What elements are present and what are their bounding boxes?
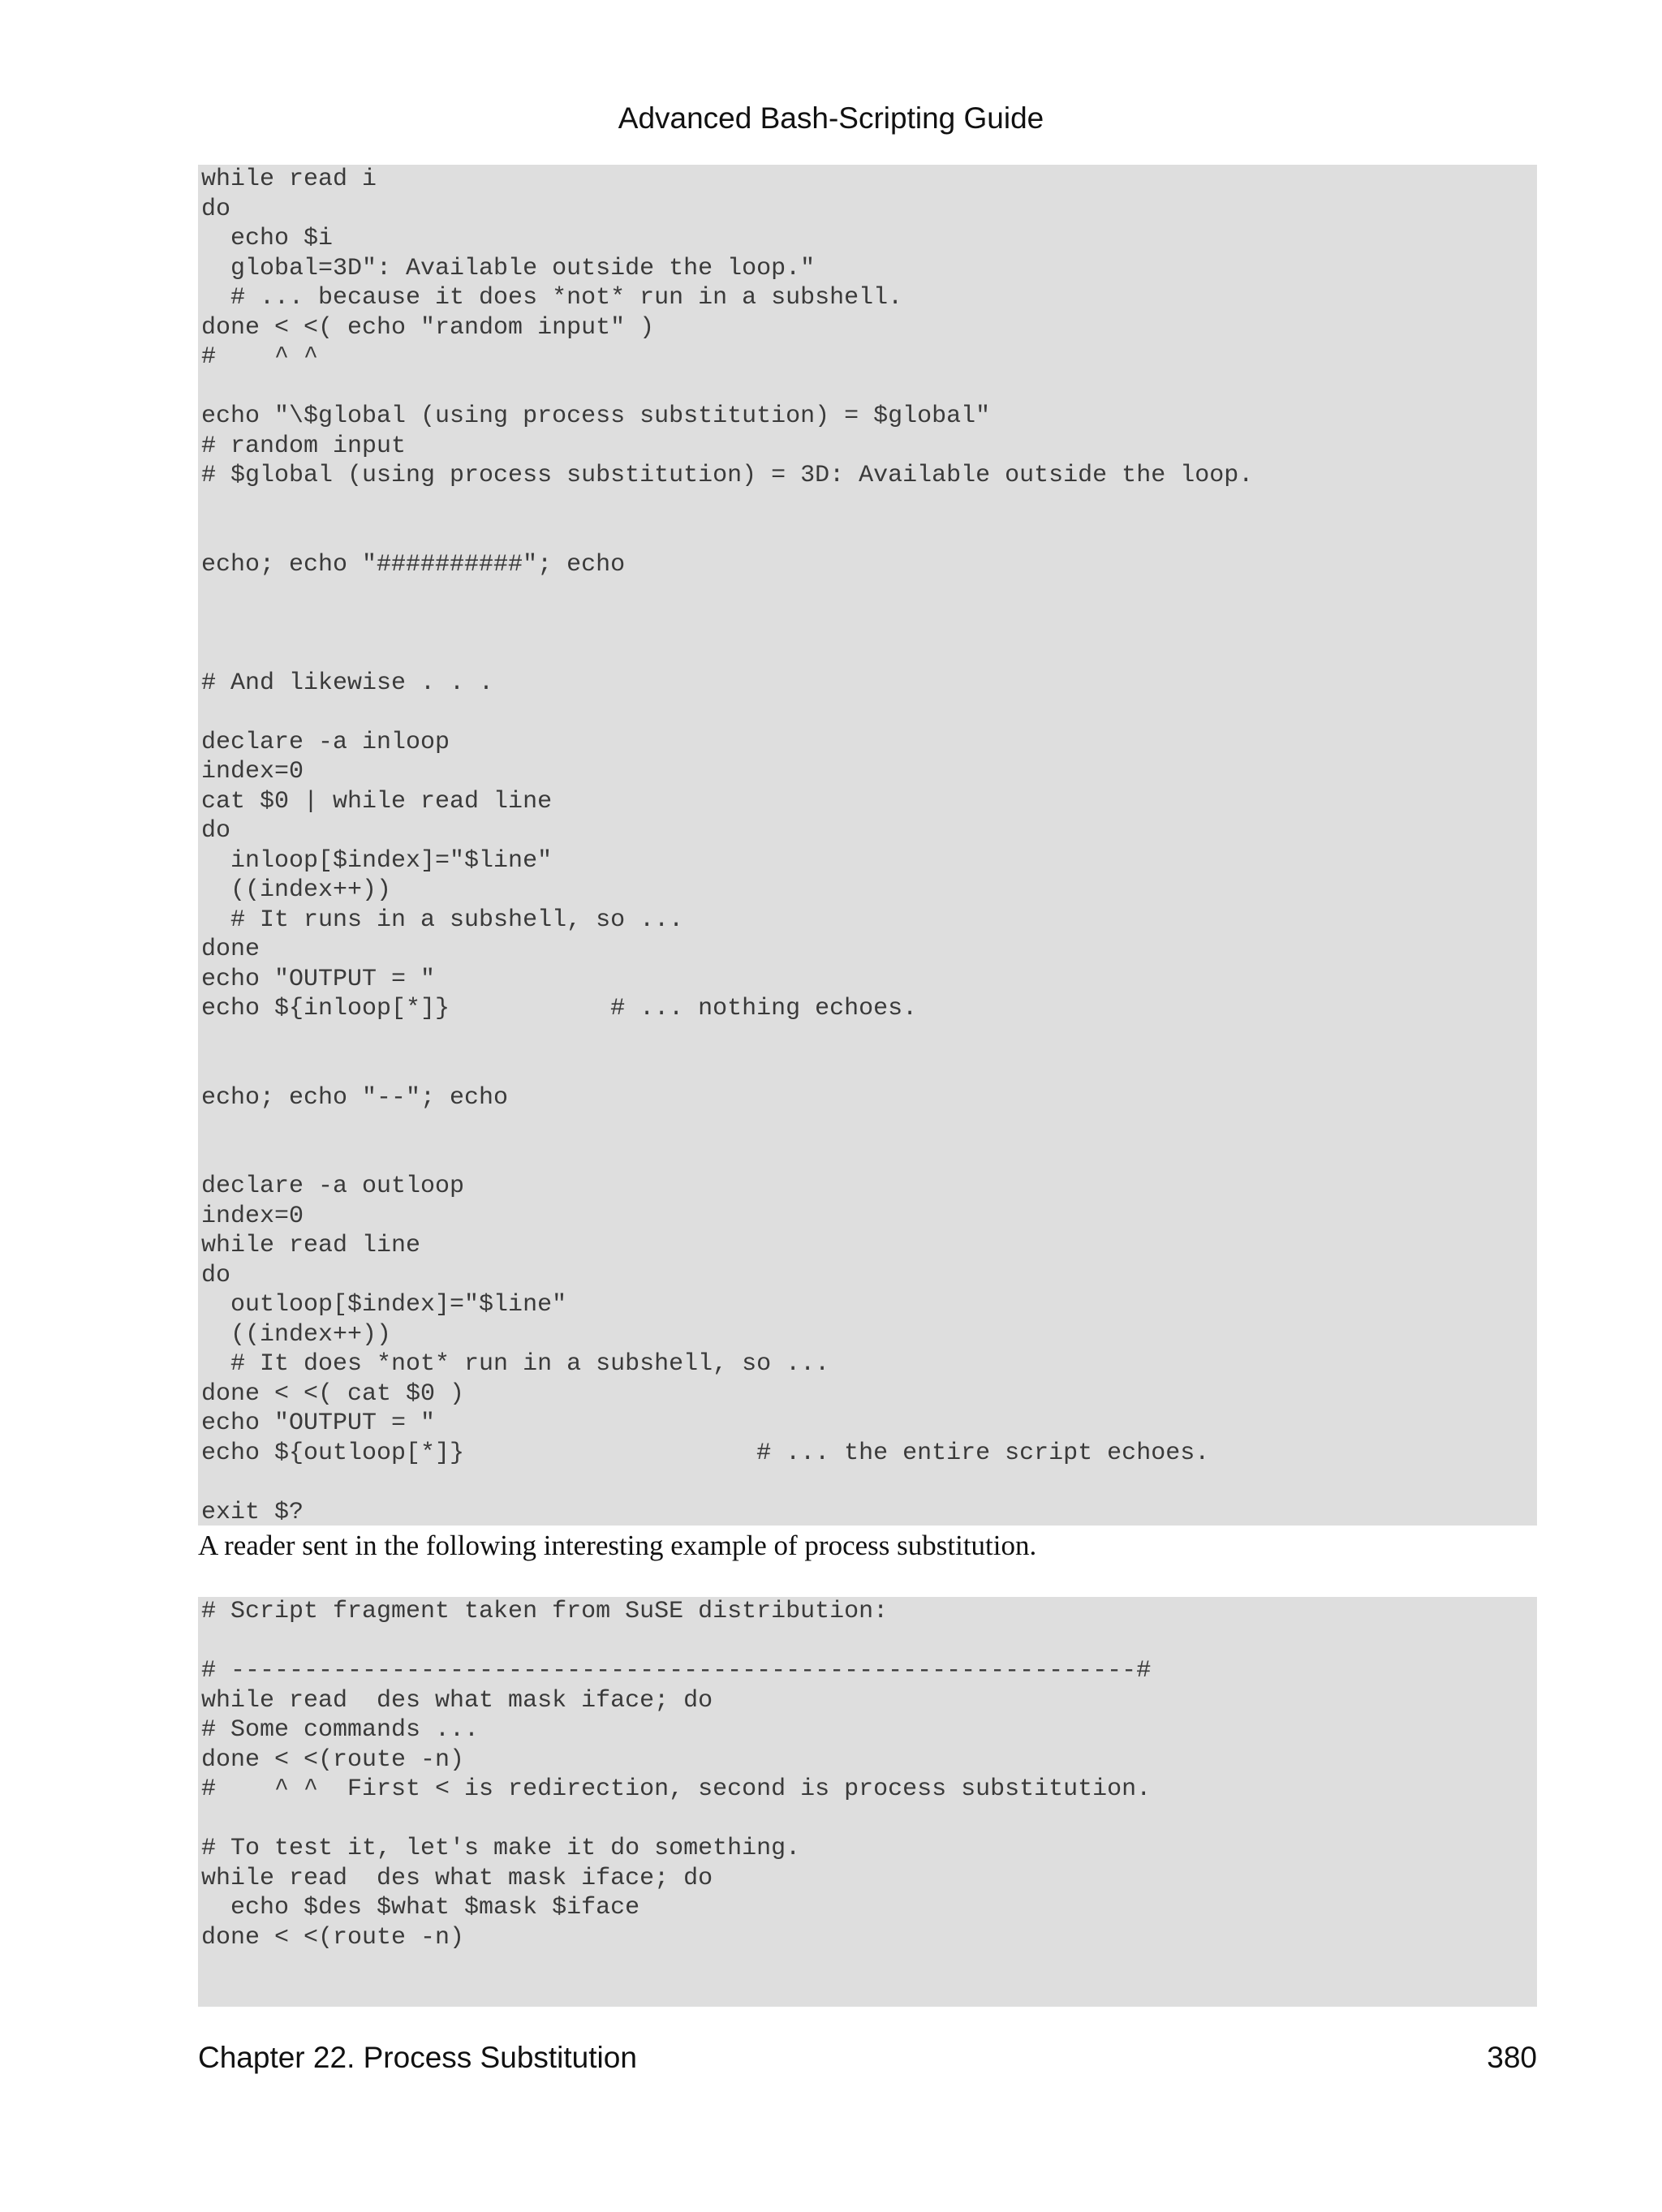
code-listing-suse-fragment: # Script fragment taken from SuSE distribution: # --------------------------------------------------------------# while read des what mask iface; do # Some commands ... done < <(route -n) # ^ ^ First < is redirection, second is process substitution. # To test it, let's make it do something. while read des what mask iface; do echo $des $what $mask $iface done < <(route -n) <box>198 1597 1537 2007</box>
page-footer <box>198 2038 1537 2077</box>
page-header-title: Advanced Bash-Scripting Guide <box>618 101 1044 135</box>
footer-chapter-title: Chapter 22. Process Substitution <box>198 2041 637 2074</box>
footer-page-number: 380 <box>1487 2041 1537 2074</box>
body-paragraph: A reader sent in the following interesting example of process substitution. <box>198 1530 1037 1561</box>
code-listing-process-substitution: while read i do echo $i global=3D": Available outside the loop." # ... because it does *not* run in a subshell. done < <( echo "random input" ) # ^ ^ echo "\$global (using process substitution) = $global" # random input # $global (using process substitution) = 3D: Available outside the loop. echo; echo "##########"; echo # And likewise . . . declare -a inloop index=0 cat $0 | while read line do inloop[$index]="$line" ((index++)) # It runs in a subshell, so ... done echo "OUTPUT = " echo ${inloop[*]} # ... nothing echoes. echo; echo "--"; echo declare -a outloop index=0 while read line do outloop[$index]="$line" ((index++)) # It does *not* run in a subshell, so ... done < <( cat $0 ) echo "OUTPUT = " echo ${outloop[*]} # ... the entire script echoes. exit $? <box>198 165 1537 1526</box>
